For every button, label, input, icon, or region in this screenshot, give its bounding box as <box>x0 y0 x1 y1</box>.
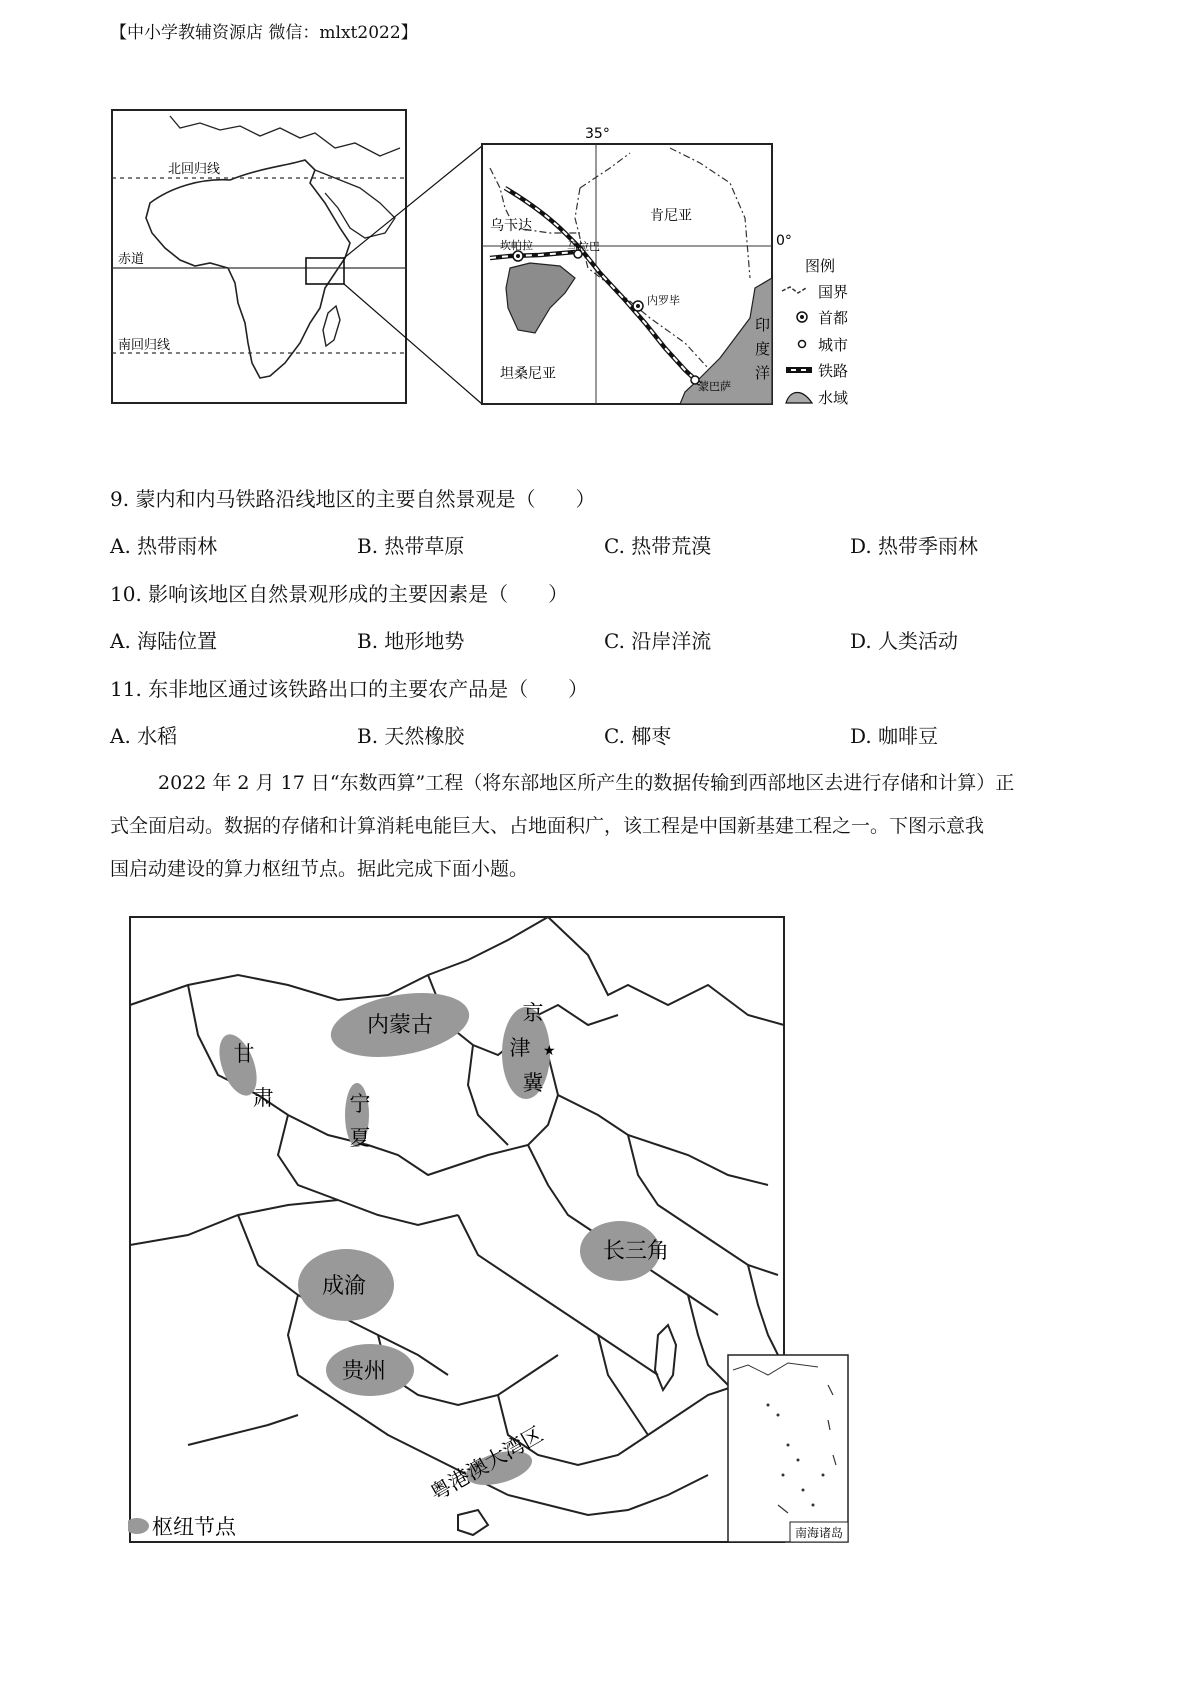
mombasa-label: 蒙巴萨 <box>698 380 731 393</box>
ocean-char-3: 洋 <box>755 364 771 382</box>
node-label-ji: 冀 <box>522 1071 544 1095</box>
uganda-label: 乌干达 <box>490 218 532 234</box>
legend-railway-symbol <box>786 367 812 373</box>
south-china-sea-inset <box>728 1355 848 1542</box>
tropic-of-capricorn-label: 南回归线 <box>118 338 171 353</box>
q9-option-b[interactable]: B. 热带草原 <box>357 534 465 558</box>
passage-text <box>110 762 1090 891</box>
q9-option-a[interactable]: A. 热带雨林 <box>110 534 218 558</box>
tropic-of-cancer-label: 北回归线 <box>168 162 221 177</box>
question-9-stem: 9. 蒙内和内马铁路沿线地区的主要自然景观是（ ） <box>110 487 596 511</box>
tanzania-label: 坦桑尼亚 <box>500 366 556 382</box>
passage-line-2: 式全面启动。数据的存储和计算消耗电能巨大、占地面积广，该工程是中国新基建工程之一。下图示意我 <box>110 815 985 837</box>
equator-label-overview: 赤道 <box>118 252 145 267</box>
legend-water-label: 水域 <box>818 389 849 407</box>
question-10-stem: 10. 影响该地区自然景观形成的主要因素是（ ） <box>110 582 569 606</box>
source-header: 【中小学教辅资源店 微信：mlxt2022】 <box>110 23 418 43</box>
passage-line-3: 国启动建设的算力枢纽节点。据此完成下面小题。 <box>110 858 529 880</box>
node-label-su: 肃 <box>252 1086 274 1110</box>
africa-overview-frame <box>112 110 406 403</box>
node-label-chengyu: 成渝 <box>321 1274 367 1299</box>
beijing-star-icon: ★ <box>543 1043 556 1059</box>
q11-option-b[interactable]: B. 天然橡胶 <box>357 724 465 748</box>
east-africa-map-figure <box>110 108 870 413</box>
node-label-jin: 津 <box>509 1036 531 1060</box>
q10-option-b[interactable]: B. 地形地势 <box>357 629 465 653</box>
q9-option-c[interactable]: C. 热带荒漠 <box>604 534 712 558</box>
kenya-label: 肯尼亚 <box>650 208 692 224</box>
q10-option-a[interactable]: A. 海陆位置 <box>110 629 218 653</box>
q11-option-a[interactable]: A. 水稻 <box>110 724 178 748</box>
node-label-gan: 甘 <box>233 1042 255 1066</box>
legend-border-symbol <box>782 287 806 293</box>
kampala-label: 坎帕拉 <box>500 239 533 252</box>
q10-option-d[interactable]: D. 人类活动 <box>850 629 959 653</box>
equator-label-detail: 0° <box>776 233 792 249</box>
inset-label-nanhai: 南海诸岛 <box>794 1526 844 1540</box>
ocean-char-1: 印 <box>755 316 771 334</box>
map1-legend <box>782 257 848 407</box>
ocean-char-2: 度 <box>755 340 771 358</box>
meridian-label: 35° <box>585 126 610 142</box>
node-label-yuegangao: 粤港澳大湾区 <box>425 1422 548 1506</box>
passage-line-1: 2022 年 2 月 17 日“东数西算”工程（将东部地区所产生的数据传输到西部地区去进行存储和计算）正 <box>158 772 1015 794</box>
node-label-xia: 夏 <box>349 1126 371 1150</box>
node-label-changsanjiao: 长三角 <box>602 1239 670 1264</box>
question-11-stem: 11. 东非地区通过该铁路出口的主要农产品是（ ） <box>110 677 589 701</box>
legend-node-label: 枢纽节点 <box>152 1515 236 1539</box>
legend-border-label: 国界 <box>818 283 849 301</box>
node-label-neimenggu: 内蒙古 <box>366 1013 434 1038</box>
node-label-ning: 宁 <box>349 1092 371 1116</box>
legend-capital-label: 首都 <box>818 309 849 327</box>
malaba-label: 马拉巴 <box>567 240 600 253</box>
legend-city-label: 城市 <box>818 336 849 354</box>
node-label-jing: 京 <box>522 1001 544 1025</box>
legend-railway-label: 铁路 <box>818 362 849 380</box>
q11-option-c[interactable]: C. 椰枣 <box>604 724 672 748</box>
q11-option-d[interactable]: D. 咖啡豆 <box>850 724 939 748</box>
legend-city-symbol <box>799 341 806 348</box>
legend-water-symbol <box>786 392 812 403</box>
q10-option-c[interactable]: C. 沿岸洋流 <box>604 629 712 653</box>
node-label-guizhou: 贵州 <box>341 1359 387 1384</box>
nairobi-label: 内罗毕 <box>647 294 680 307</box>
q9-option-d[interactable]: D. 热带季雨林 <box>850 534 979 558</box>
china-computing-hub-map <box>128 915 928 1545</box>
legend-title: 图例 <box>805 257 836 275</box>
